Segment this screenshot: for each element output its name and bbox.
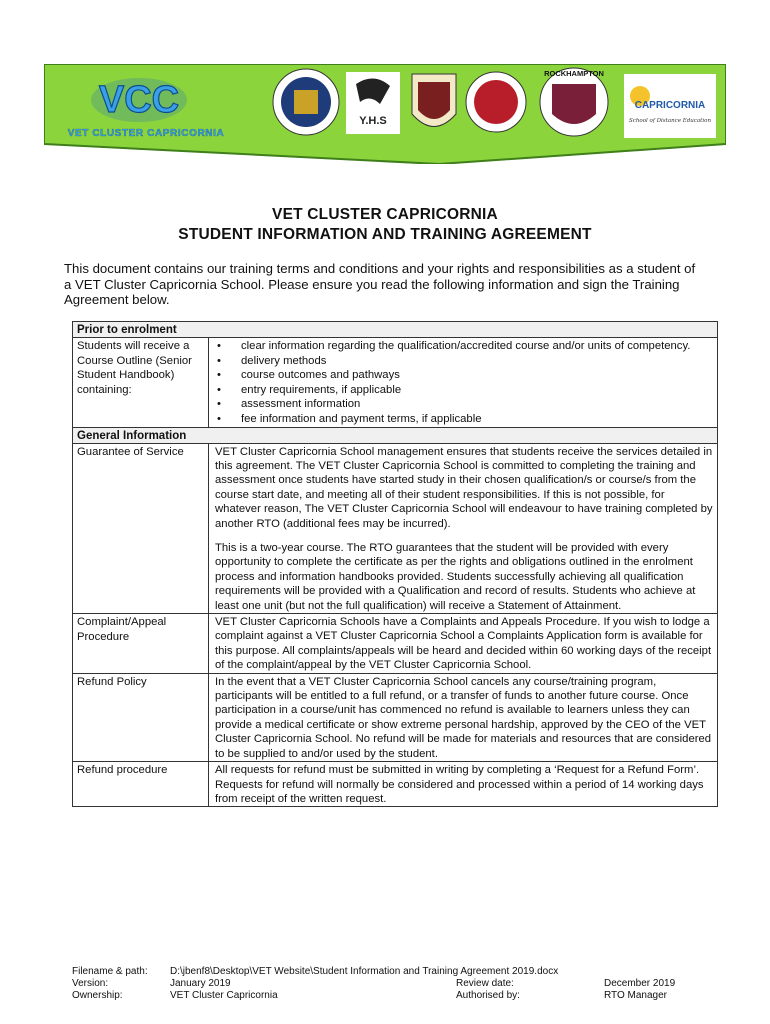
version-value: January 2019: [170, 978, 231, 989]
school-crest-north-rockhampton: [273, 69, 339, 135]
authorised-label: Authorised by:: [456, 990, 520, 1001]
ownership-label: Ownership:: [72, 990, 123, 1001]
school-crest-glenmore: [412, 74, 456, 127]
row-value: [209, 444, 717, 613]
paragraph: All requests for refund must be submitted in writing by completing a ‘Request for a Refund Form’. Requests for refund will normally be considered and processed within a period of 14 working days from receipt of the written request.: [215, 764, 704, 805]
document-subtitle: STUDENT INFORMATION AND TRAINING AGREEMENT: [178, 226, 592, 243]
svg-text:VET CLUSTER CAPRICORNIA: VET CLUSTER CAPRICORNIA: [67, 128, 225, 139]
row-label: Students will receive a Course Outline (Senior Student Handbook) containing:: [73, 338, 209, 427]
list-item: • assessment information: [215, 397, 713, 412]
agreement-table: [72, 321, 718, 807]
header-banner: [44, 64, 726, 164]
review-date-value: December 2019: [604, 978, 676, 989]
school-crest-yhs: [346, 72, 400, 134]
table-row: [73, 674, 717, 762]
table-row: [73, 614, 717, 674]
school-crest-capricornia-sde: [624, 74, 716, 138]
paragraph: VET Cluster Capricornia Schools have a Complaints and Appeals Procedure. If you wish to lodge a complaint against a VET Cluster Capricornia School a Complaints Application form is available for this purpose. All complaints/appeals will be heard and decided within 60 working days of the receipt of the complaint/appeal by the VET Cluster Capricornia School.: [215, 616, 712, 672]
svg-text:ROCKHAMPTON: ROCKHAMPTON: [544, 69, 604, 78]
banner-graphic: [44, 64, 726, 164]
row-value: [209, 338, 717, 427]
ownership-value: VET Cluster Capricornia: [170, 990, 278, 1001]
row-label: Refund Policy: [73, 674, 209, 761]
list-item: • course outcomes and pathways: [215, 368, 713, 383]
document-title: VET CLUSTER CAPRICORNIA: [272, 206, 498, 223]
row-label: Refund procedure: [73, 762, 209, 806]
svg-text:School of Distance Education: School of Distance Education: [629, 118, 711, 124]
filename-label: Filename & path:: [72, 966, 148, 977]
row-value: [209, 762, 717, 806]
row-label: Guarantee of Service: [73, 444, 209, 613]
list-item: • clear information regarding the qualification/accredited course and/or units of competency.: [215, 339, 713, 354]
svg-text:VCC: VCC: [98, 79, 180, 121]
school-crest-mount-morgan: [466, 72, 526, 132]
list-item: • fee information and payment terms, if applicable: [215, 412, 713, 427]
row-value: [209, 674, 717, 761]
section-heading-general: General Information: [73, 428, 717, 444]
section-heading-prior: Prior to enrolment: [73, 322, 717, 338]
version-label: Version:: [72, 978, 109, 989]
school-crest-rockhampton-high: [540, 68, 608, 136]
paragraph: VET Cluster Capricornia School management ensures that students receive the services detailed in this agreement. The VET Cluster Capricornia School is committed to completing the training and assessment once students have started study in their chosen qualification/s or course/s from the course start date, and meeting all of their student responsibilities. If this is not possible, for whatever reason, The VET Cluster Capricornia School will endeavour to have training completed by another RTO (additional fees may be incurred).: [215, 445, 713, 530]
row-label: Complaint/Appeal Procedure: [73, 614, 209, 673]
svg-text:Y.H.S: Y.H.S: [359, 115, 387, 127]
intro-paragraph: This document contains our training terms and conditions and your rights and responsibilities as a student of a VET Cluster Capricornia School. Please ensure you read the following information and sign the Training Agreement below.: [64, 261, 696, 307]
list-item: • entry requirements, if applicable: [215, 383, 713, 398]
paragraph: This is a two-year course. The RTO guarantees that the student will be provided with every opportunity to complete the certificate as per the rights and obligations outlined in the enrolment process and information handbooks provided. Students successfully achieving all qualification requirements will be provided with a Qualification and record of results. Students who achieve at least one unit (but not the full qualification) will receive a Statement of Attainment.: [215, 542, 696, 612]
filename-value: D:\jbenf8\Desktop\VET Website\Student Information and Training Agreement 2019.docx: [170, 966, 559, 977]
svg-text:CAPRICORNIA: CAPRICORNIA: [634, 100, 706, 111]
course-outline-list: [215, 339, 713, 427]
paragraph: In the event that a VET Cluster Capricornia School cancels any course/training program, participants will be entitled to a full refund, or a transfer of funds to another future course. Once participation in a course/unit has commenced no refund is available to learners unless they can provide a medical certificate or show extreme personal hardship, approved by the CEO of the VET Cluster Capricornia School. No refund will be made for materials and resources that are considered to be supplied to and/or used by the student.: [215, 675, 712, 760]
table-row: [73, 762, 717, 806]
authorised-value: RTO Manager: [604, 990, 667, 1001]
table-row: [73, 444, 717, 614]
review-date-label: Review date:: [456, 978, 514, 989]
row-value: [209, 614, 717, 673]
table-row: [73, 338, 717, 428]
list-item: • delivery methods: [215, 354, 713, 369]
